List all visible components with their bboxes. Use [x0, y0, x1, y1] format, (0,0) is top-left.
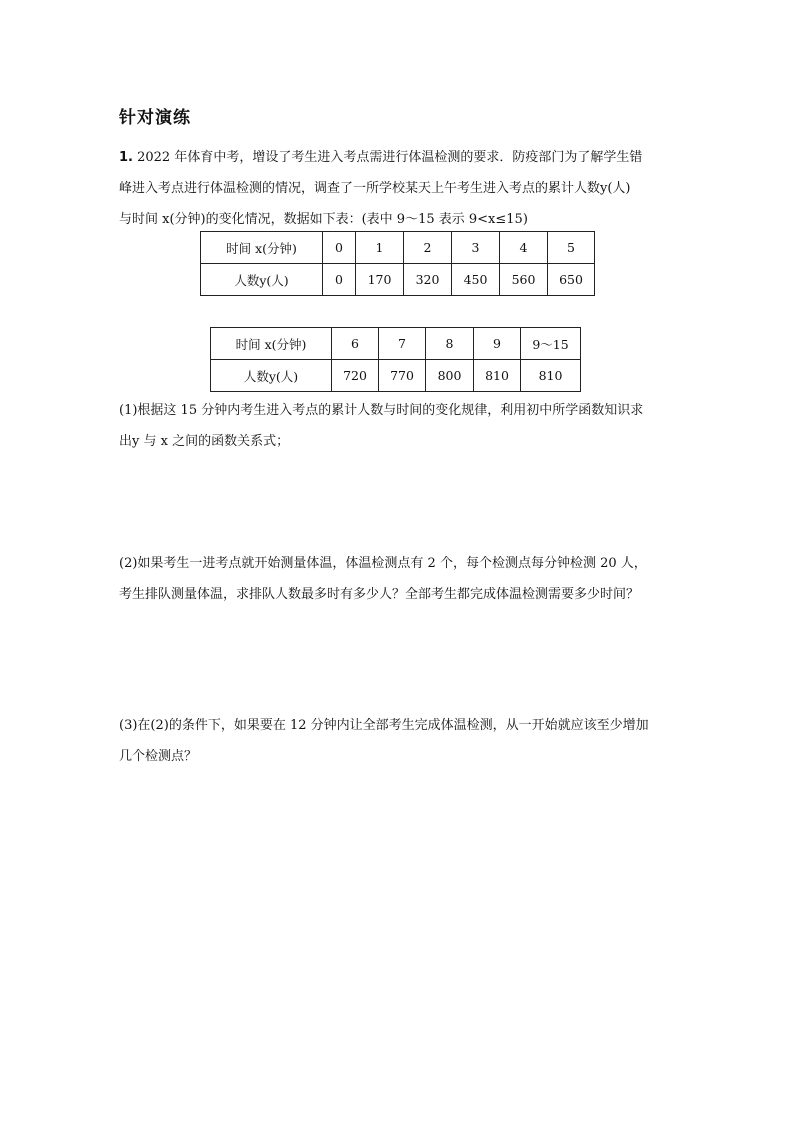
table1-cell: 450	[452, 264, 500, 296]
part3-line: (3)在(2)的条件下，如果要在 12 分钟内让全部考生完成体温检测，从一开始就应该至少增加	[119, 718, 649, 733]
table1-time-row	[201, 232, 595, 264]
table1-cell: 560	[500, 264, 548, 296]
table1-cell: 2	[404, 232, 452, 264]
part1-line: 出y 与 x 之间的函数关系式；	[119, 434, 290, 449]
intro-line-1: 1. 2022 年体育中考，增设了考生进入考点需进行体温检测的要求．防疫部门为了解学生错	[119, 150, 643, 165]
table1-cell: 650	[548, 264, 595, 296]
question-part-2	[119, 548, 679, 610]
problem-1-intro	[119, 142, 679, 235]
part2-line: (2)如果考生一进考点就开始测量体温，体温检测点有 2 个，每个检测点每分钟检测 20 人，	[119, 556, 647, 571]
table2-time-row	[211, 328, 581, 360]
table2-header-count: 人数y(人)	[211, 360, 332, 392]
table2-cell: 810	[474, 360, 521, 392]
table1-cell: 5	[548, 232, 595, 264]
table1-header-time: 时间 x(分钟)	[201, 232, 323, 264]
table2-header-time: 时间 x(分钟)	[211, 328, 332, 360]
table1-cell: 320	[404, 264, 452, 296]
table1-header-count: 人数y(人)	[201, 264, 323, 296]
table2-cell: 9～15	[521, 328, 581, 360]
table1-cell: 0	[323, 232, 356, 264]
table2-count-row	[211, 360, 581, 392]
table1-cell: 0	[323, 264, 356, 296]
data-table-1	[200, 231, 595, 296]
table2-cell: 810	[521, 360, 581, 392]
question-part-3	[119, 710, 679, 772]
intro-line-2: 峰进入考点进行体温检测的情况，调查了一所学校某天上午考生进入考点的累计人数y(人)	[119, 181, 631, 196]
table2-cell: 8	[426, 328, 474, 360]
table2-cell: 7	[379, 328, 426, 360]
section-heading: 针对演练	[119, 108, 191, 128]
table2-cell: 9	[474, 328, 521, 360]
part3-line: 几个检测点？	[119, 749, 198, 764]
table2-cell: 770	[379, 360, 426, 392]
table1-count-row	[201, 264, 595, 296]
problem-number: 1.	[119, 150, 133, 165]
table1-cell: 1	[356, 232, 404, 264]
table2-cell: 800	[426, 360, 474, 392]
table2-cell: 720	[332, 360, 379, 392]
table1-cell: 4	[500, 232, 548, 264]
table1-cell: 170	[356, 264, 404, 296]
intro-line-3: 与时间 x(分钟)的变化情况，数据如下表：(表中 9～15 表示 9<x≤15)	[119, 212, 528, 227]
table2-cell: 6	[332, 328, 379, 360]
table1-cell: 3	[452, 232, 500, 264]
part2-line: 考生排队测量体温，求排队人数最多时有多少人？全部考生都完成体温检测需要多少时间？	[119, 587, 640, 602]
part1-line: (1)根据这 15 分钟内考生进入考点的累计人数与时间的变化规律，利用初中所学函数知识求	[119, 403, 644, 418]
question-part-1	[119, 395, 679, 457]
data-table-2	[210, 327, 581, 392]
